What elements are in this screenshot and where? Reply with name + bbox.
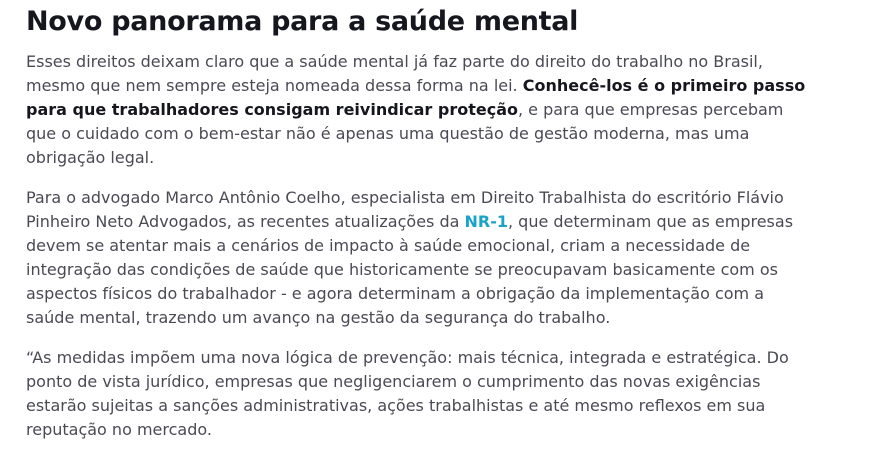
paragraph-lawyer-text-after: , que determinam que as empresas devem se atentar mais a cenários de impacto à saúde emocional, criam a necessidade de integração das condições de saúde que historicamente se preocupavam basicamente com os aspectos físicos do trabalhador - e agora determinam a obrigação da implementação com a saúde mental, trazendo um avanço na gestão da segurança do trabalho. bbox=[26, 212, 794, 327]
paragraph-rights-bold-text: Conhecê-los é o primeiro passo para que trabalhadores consigam reivindicar proteção bbox=[26, 76, 806, 119]
paragraph-rights-text-before: Esses direitos deixam claro que a saúde mental já faz parte do direito do trabalho no Brasil, mesmo que nem sempre esteja nomeada dessa forma na lei. bbox=[26, 52, 763, 95]
section-heading: Novo panorama para a saúde mental bbox=[26, 6, 579, 37]
paragraph-quote: “As medidas impõem uma nova lógica de prevenção: mais técnica, integrada e estratégica. Do ponto de vista jurídico, empresas que negligenciarem o cumprimento das novas exigências estarão sujeitas a sanções administrativas, ações trabalhistas e até mesmo reflexos em sua reputação no mercado. bbox=[26, 348, 789, 439]
paragraph-lawyer-text-before: Para o advogado Marco Antônio Coelho, especialista em Direito Trabalhista do escritório Flávio Pinheiro Neto Advogados, as recentes atualizações da bbox=[26, 188, 784, 231]
paragraph-lawyer bbox=[26, 186, 806, 330]
nr1-link[interactable]: NR-1 bbox=[464, 212, 508, 231]
article-body bbox=[26, 4, 806, 458]
paragraph-rights bbox=[26, 50, 806, 170]
paragraph-rights-text-after: , e para que empresas percebam que o cuidado com o bem-estar não é apenas uma questão de gestão moderna, mas uma obrigação legal. bbox=[26, 100, 784, 167]
